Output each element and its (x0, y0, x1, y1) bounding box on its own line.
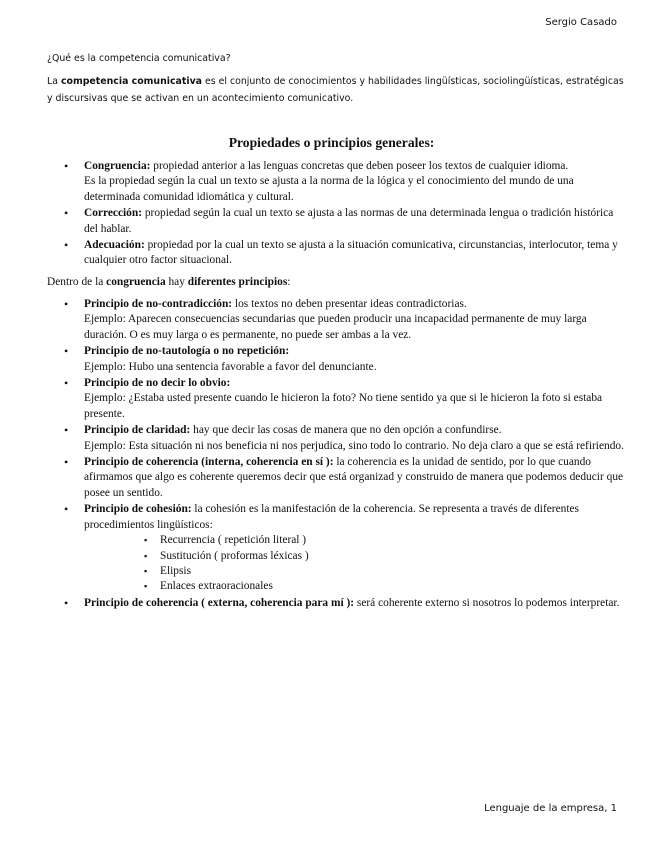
properties-list (84, 159, 624, 270)
principle-item (84, 596, 624, 611)
principles-list (84, 297, 624, 612)
intro-e: : (287, 276, 291, 288)
intro-b: congruencia (106, 276, 166, 288)
cohesion-procedure: ▪ Sustitución ( proformas léxicas ) (160, 549, 624, 564)
footer-page-label: Lenguaje de la empresa, 1 (484, 803, 617, 814)
principle-item (84, 376, 624, 422)
principle-term: Principio de no decir lo obvio: (84, 377, 231, 390)
principle-example: Ejemplo: Esta situación ni nos beneficia ni nos perjudica, sino todo lo contrario. No deja claro a que se está refiriendo. (84, 439, 624, 452)
principle-item (84, 423, 624, 454)
principle-text: será coherente externo si nosotros lo podemos interpretar. (354, 596, 620, 609)
property-term: Adecuación: (84, 239, 145, 252)
definition-text: es el conjunto de conocimientos y habilidades lingüísticas, sociolingüísticas, estratégicas y discursivas que se activan en un acontecimiento comunicativo. (47, 76, 624, 104)
principle-example: Ejemplo: Hubo una sentencia favorable a favor del denunciante. (84, 360, 377, 373)
property-item (84, 206, 624, 237)
principle-term: Principio de no-tautología o no repetición: (84, 345, 290, 358)
property-term: Congruencia: (84, 160, 151, 172)
principle-item (84, 502, 624, 594)
property-term: Corrección: (84, 207, 142, 220)
principle-term: Principio de coherencia (interna, coherencia en sí ): (84, 456, 334, 469)
principles-intro (47, 276, 290, 288)
intro-c: hay (165, 276, 188, 288)
principle-text: hay que decir las cosas de manera que no den opción a confundirse. (190, 424, 502, 437)
property-text: propiedad según la cual un texto se ajusta a las normas de una determinada lengua o tradición histórica del hablar. (84, 207, 614, 235)
cohesion-procedure: ▪ Recurrencia ( repetición literal ) (160, 533, 624, 548)
principle-item (84, 297, 624, 343)
cohesion-procedure: ▪ Enlaces extraoracionales (160, 579, 624, 594)
section-title: Propiedades o principios generales: (228, 135, 435, 150)
principle-example: Ejemplo: ¿Estaba usted presente cuando le hicieron la foto? No tiene sentido ya que si le hicieron la foto si estaba presente. (84, 392, 603, 420)
property-item (84, 238, 624, 269)
question-heading: ¿Qué es la competencia comunicativa? (47, 53, 231, 64)
property-text: propiedad por la cual un texto se ajusta a la situación comunicativa, circunstancias, interlocutor, tema y cualquier otro factor situacional. (84, 239, 618, 267)
principle-term: Principio de claridad: (84, 424, 191, 437)
property-item (84, 159, 624, 205)
principle-item (84, 455, 624, 501)
principle-term: Principio de coherencia ( externa, coherencia para mí ): (84, 596, 355, 609)
principle-term: Principio de no-contradicción: (84, 298, 233, 310)
principle-term: Principio de cohesión: (84, 503, 192, 516)
intro-d: diferentes principios (187, 276, 288, 288)
cohesion-procedures-list (84, 533, 624, 595)
principle-text: la cohesión es la manifestación de la coherencia. Se representa a través de diferentes procedimientos lingüísticos: (84, 503, 579, 531)
definition-term: competencia comunicativa (60, 76, 203, 87)
property-text: propiedad anterior a las lenguas concretas que deben poseer los textos de cualquier idioma. (150, 160, 569, 172)
principle-item (84, 344, 624, 375)
principle-text: los textos no deben presentar ideas contradictorias. (232, 298, 467, 310)
definition-paragraph (47, 74, 627, 107)
principle-text: la coherencia es la unidad de sentido, por lo que cuando afirmamos que algo es coherente queremos decir que está organizad y construido de manera que podemos deducir que posee un sentido. (84, 456, 624, 499)
definition-prefix: La (47, 76, 61, 87)
principle-example: Ejemplo: Aparecen consecuencias secundarias que pueden producir una incapacidad permanente de muy larga duración. O es muy larga o es permanente, no puede ser ambas a la vez. (84, 313, 587, 341)
header-author: Sergio Casado (545, 17, 617, 28)
intro-a: Dentro de la (47, 276, 107, 288)
cohesion-procedure: ▪ Elipsis (160, 564, 624, 579)
property-extra: Es la propiedad según la cual un texto se ajusta a la norma de la lógica y el conocimiento del mundo de una determinada comunidad idiomática y cultural. (84, 175, 574, 203)
